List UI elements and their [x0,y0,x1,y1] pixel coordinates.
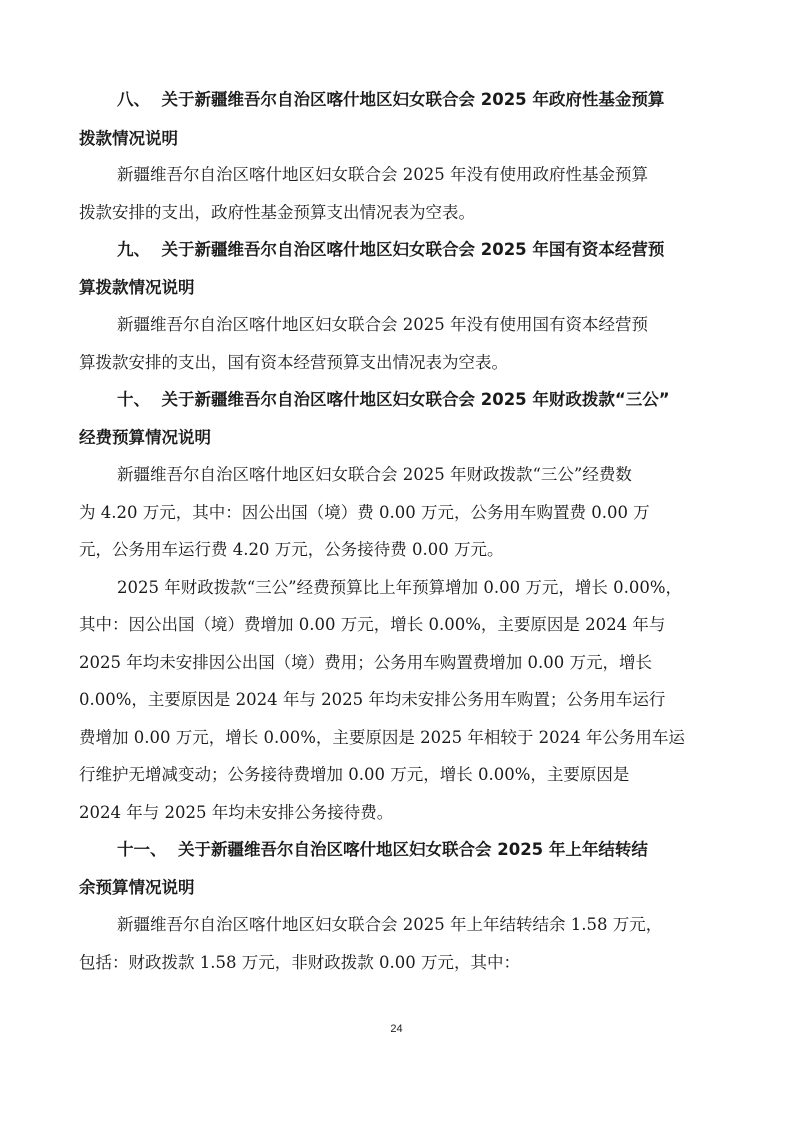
section-10-p2-line-5: 费增加 0.00 万元，增长 0.00%，主要原因是 2025 年相较于 2024 年公务用车运 [79,728,685,747]
section-10-p2-line-2: 其中：因公出国（境）费增加 0.00 万元，增长 0.00%，主要原因是 2024 年与 [79,615,666,634]
section-10-heading-line-2: 经费预算情况说明 [79,428,211,447]
section-10-p2-line-3: 2025 年均未安排因公出国（境）费用；公务用车购置费增加 0.00 万元，增长 [79,653,652,672]
section-8-heading-line-1: 八、 关于新疆维吾尔自治区喀什地区妇女联合会 2025 年政府性基金预算 [117,90,665,109]
section-10-p2-line-4: 0.00%，主要原因是 2024 年与 2025 年均未安排公务用车购置；公务用车运行 [79,690,666,709]
section-10-heading-line-1: 十、 关于新疆维吾尔自治区喀什地区妇女联合会 2025 年财政拨款“三公” [117,390,670,409]
section-8-body-line-1: 新疆维吾尔自治区喀什地区妇女联合会 2025 年没有使用政府性基金预算 [117,165,648,184]
section-10-p1-line-3: 元，公务用车运行费 4.20 万元，公务接待费 0.00 万元。 [79,540,504,559]
section-9-heading-line-2: 算拨款情况说明 [79,278,195,297]
section-8-body-line-2: 拨款安排的支出，政府性基金预算支出情况表为空表。 [79,203,475,222]
section-10-p2-line-7: 2024 年与 2025 年均未安排公务接待费。 [79,803,394,822]
section-9-body-line-2: 算拨款安排的支出，国有资本经营预算支出情况表为空表。 [79,353,508,372]
section-10-p1-line-1: 新疆维吾尔自治区喀什地区妇女联合会 2025 年财政拨款“三公”经费数 [117,465,632,484]
section-9-heading-line-1: 九、 关于新疆维吾尔自治区喀什地区妇女联合会 2025 年国有资本经营预 [117,240,665,259]
section-11-heading-line-2: 余预算情况说明 [79,878,195,897]
section-10-p2-line-1: 2025 年财政拨款“三公”经费预算比上年预算增加 0.00 万元，增长 0.00%， [117,578,682,597]
section-11-body-line-1: 新疆维吾尔自治区喀什地区妇女联合会 2025 年上年结转结余 1.58 万元， [117,915,663,934]
page-number: 24 [390,1023,403,1035]
section-9-body-line-1: 新疆维吾尔自治区喀什地区妇女联合会 2025 年没有使用国有资本经营预 [117,315,648,334]
section-11-body-line-2: 包括：财政拨款 1.58 万元，非财政拨款 0.00 万元，其中： [79,953,520,972]
section-11-heading-line-1: 十一、 关于新疆维吾尔自治区喀什地区妇女联合会 2025 年上年结转结 [117,840,648,859]
section-10-p2-line-6: 行维护无增减变动；公务接待费增加 0.00 万元，增长 0.00%，主要原因是 [79,765,630,784]
section-10-p1-line-2: 为 4.20 万元，其中：因公出国（境）费 0.00 万元，公务用车购置费 0.00 万 [79,503,650,522]
section-8-heading-line-2: 拨款情况说明 [79,129,178,148]
